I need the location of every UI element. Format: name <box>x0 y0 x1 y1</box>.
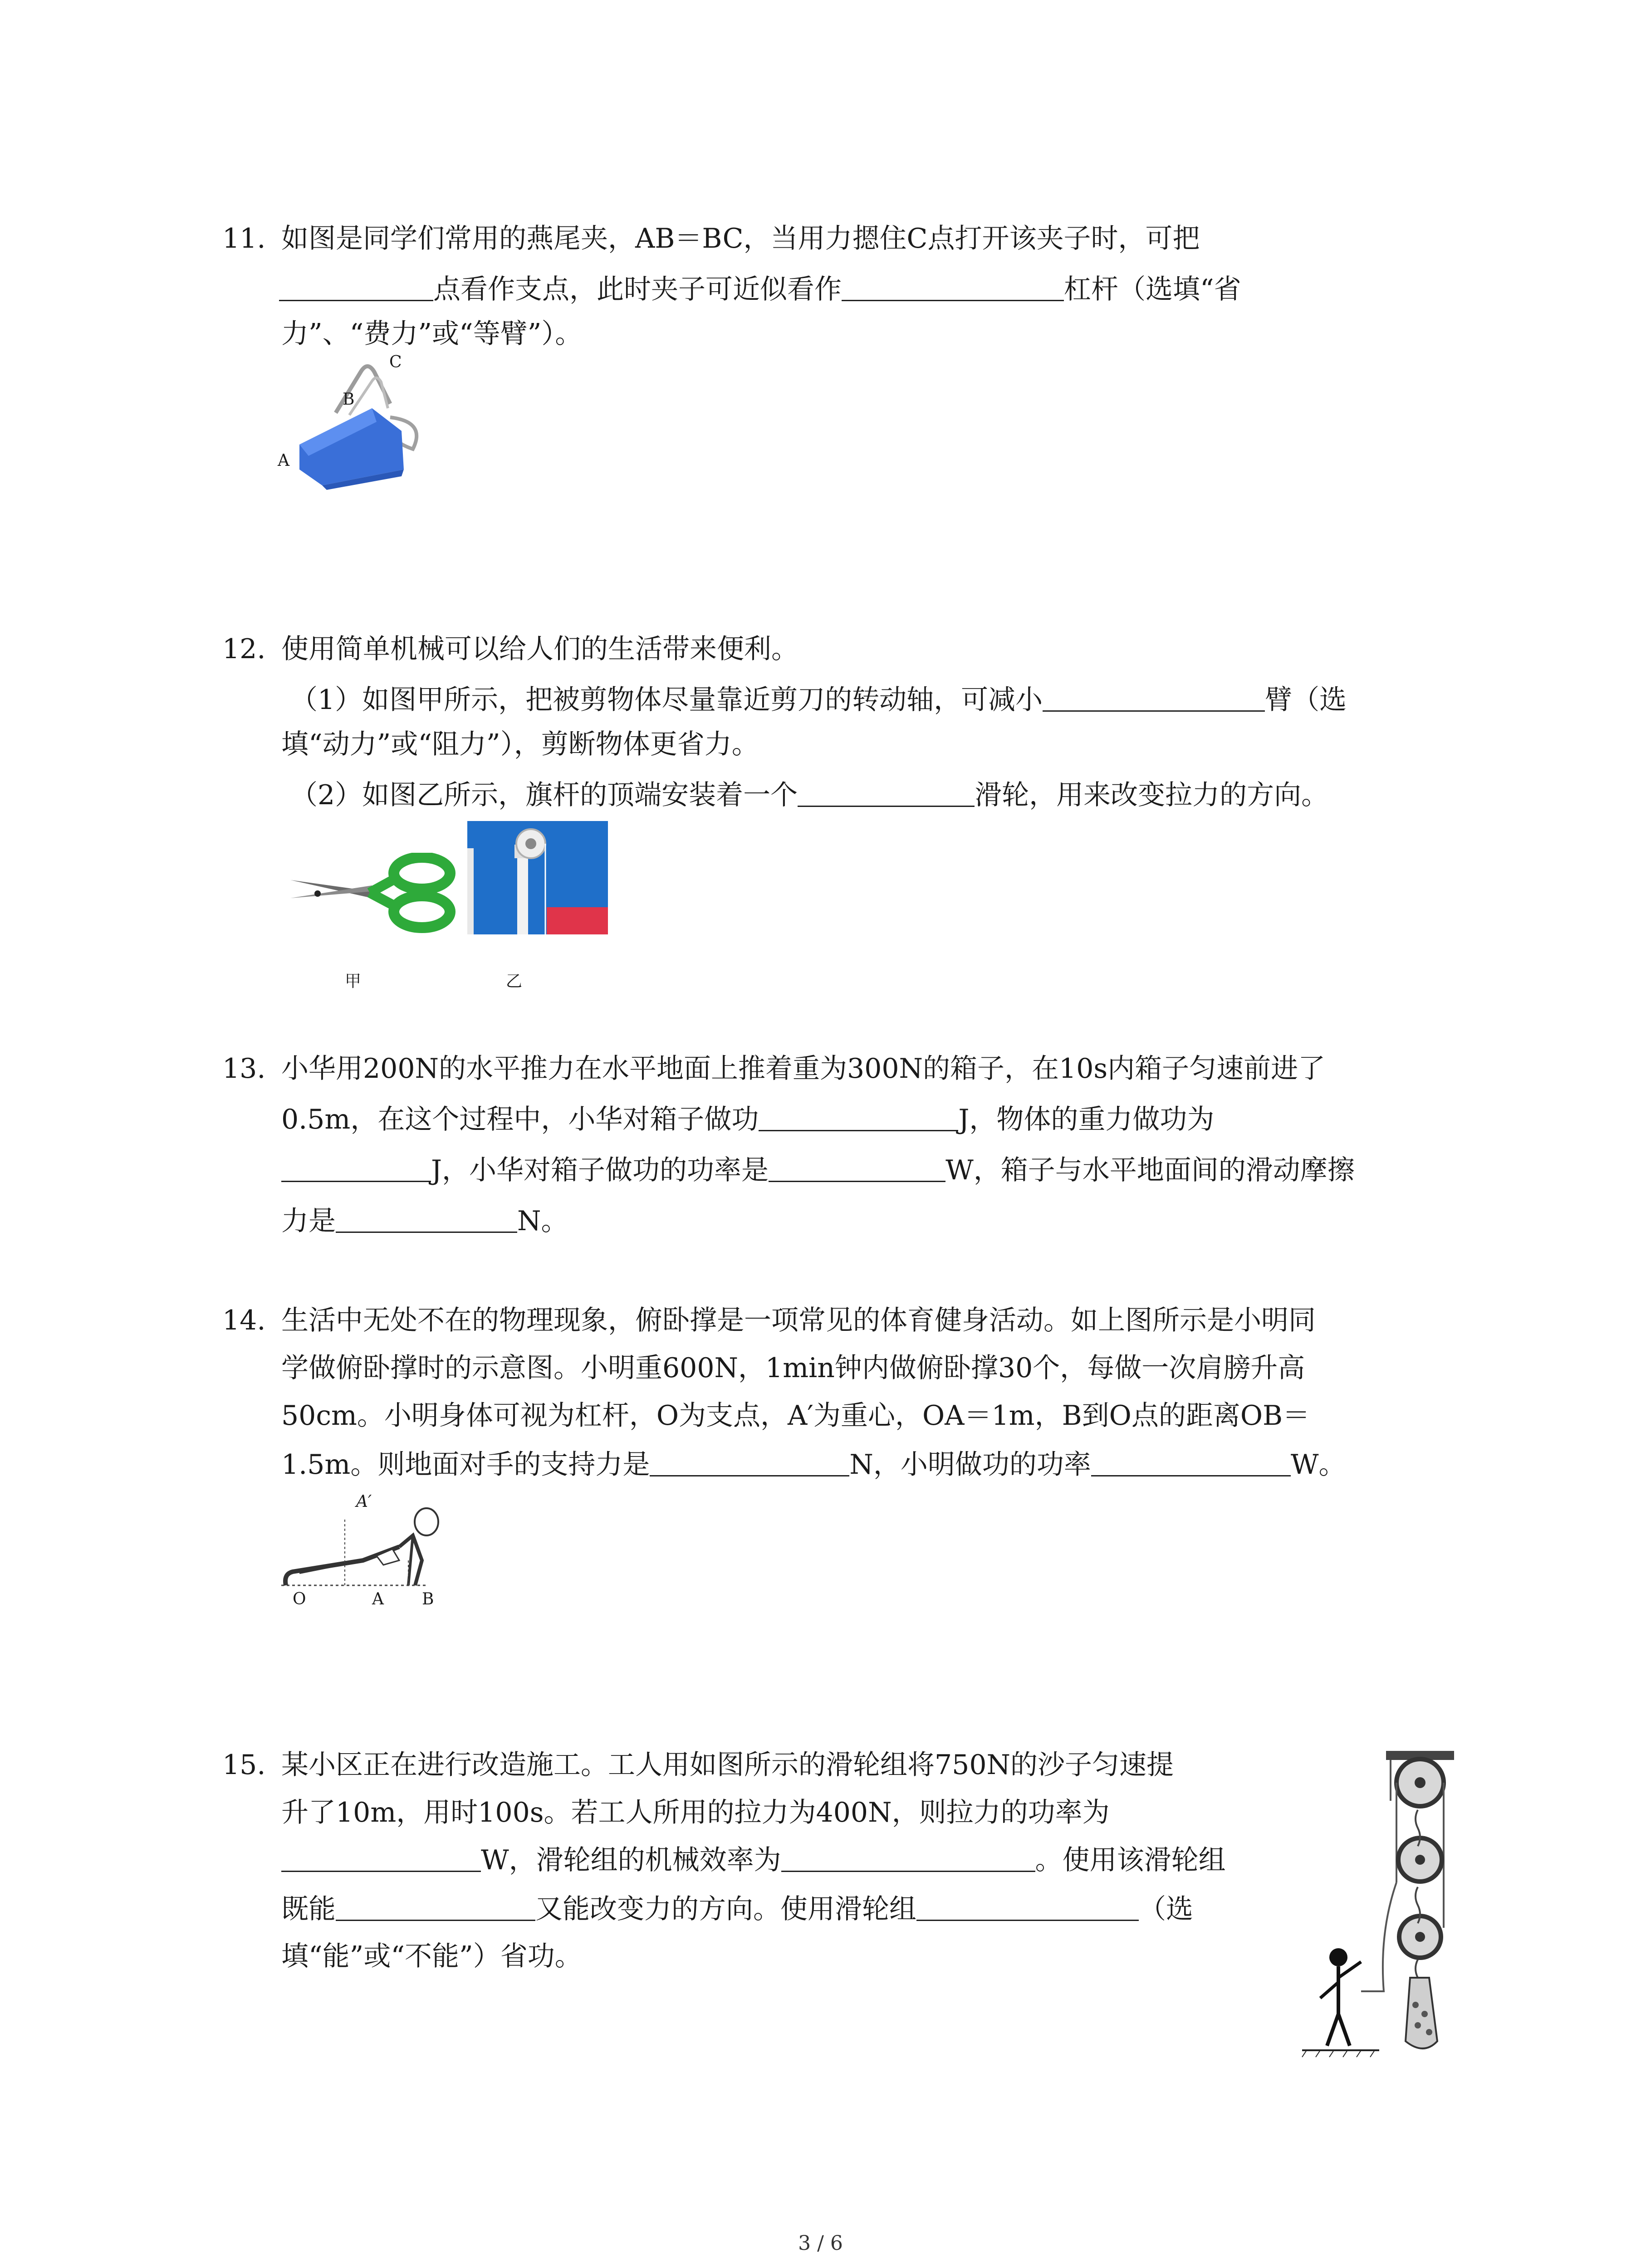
page-number: 3 / 6 <box>798 2232 843 2255</box>
question-text-line: 点看作支点，此时夹子可近似看作 <box>433 274 842 305</box>
answer-blank[interactable] <box>281 1149 431 1182</box>
pushup-figure <box>277 1492 467 1610</box>
answer-blank[interactable] <box>769 1149 945 1182</box>
answer-blank[interactable] <box>842 268 1064 301</box>
question-text-line: N，小明做功的功率 <box>849 1449 1091 1481</box>
answer-blank[interactable] <box>1091 1443 1291 1476</box>
question-text-line: 力”、“费力”或“等臂”）。 <box>281 318 583 350</box>
question-text-line: 填“能”或“不能”）省功。 <box>281 1941 582 1972</box>
answer-blank[interactable] <box>798 774 975 807</box>
label-o: O <box>293 1590 306 1608</box>
question-text-line: 50cm。小明身体可视为杠杆，O为支点，A′为重心，OA＝1m，B到O点的距离OB＝ <box>281 1400 1310 1432</box>
question-text-line: 使用简单机械可以给人们的生活带来便利。 <box>281 633 798 665</box>
question-text-line: 小华用200N的水平推力在水平地面上推着重为300N的箱子，在10s内箱子匀速前进了 <box>281 1053 1326 1085</box>
question-number: 11. <box>222 223 266 254</box>
figure-caption-yi: 乙 <box>506 972 523 991</box>
question-text-line: 某小区正在进行改造施工。工人用如图所示的滑轮组将750N的沙子匀速提 <box>281 1749 1174 1781</box>
question-text-line: （1）如图甲所示，把被剪物体尽量靠近剪刀的转动轴，可减小 <box>290 684 1043 716</box>
figure-caption-jia: 甲 <box>345 972 362 991</box>
question-text-line: 0.5m，在这个过程中，小华对箱子做功 <box>281 1104 759 1135</box>
answer-blank[interactable] <box>336 1888 535 1921</box>
question-text-line: （2）如图乙所示，旗杆的顶端安装着一个 <box>290 779 798 811</box>
answer-blank[interactable] <box>1043 679 1265 712</box>
question-text-line: 填“动力”或“阻力”），剪断物体更省力。 <box>281 728 759 760</box>
question-text-line: 学做俯卧撑时的示意图。小明重600N，1min钟内做俯卧撑30个，每做一次肩膀升高 <box>281 1352 1305 1384</box>
question-text-line: 滑轮，用来改变拉力的方向。 <box>975 779 1329 811</box>
question-number: 15. <box>222 1749 266 1781</box>
answer-blank[interactable] <box>281 1839 481 1872</box>
answer-blank[interactable] <box>759 1098 958 1131</box>
question-text-line: 生活中无处不在的物理现象，俯卧撑是一项常见的体育健身活动。如上图所示是小明同 <box>281 1305 1316 1336</box>
question-text-line: 杠杆（选填“省 <box>1064 274 1241 305</box>
question-text-line: 升了10m，用时100s。若工人所用的拉力为400N，则拉力的功率为 <box>281 1797 1110 1828</box>
question-text-line: J，小华对箱子做功的功率是 <box>431 1154 769 1186</box>
flagpole-pulley-figure <box>467 821 608 934</box>
label-c: C <box>389 353 402 371</box>
question-text-line: 臂（选 <box>1265 684 1347 716</box>
question-text-line: 。使用该滑轮组 <box>1035 1844 1226 1876</box>
question-text-line: 又能改变力的方向。使用滑轮组 <box>535 1893 916 1925</box>
answer-blank[interactable] <box>916 1888 1139 1921</box>
question-text-line: 力是 <box>281 1205 336 1237</box>
label-a: A <box>278 451 289 470</box>
question-text-line: （选 <box>1139 1893 1193 1925</box>
answer-blank[interactable] <box>650 1443 849 1476</box>
answer-blank[interactable] <box>336 1200 517 1233</box>
question-text-line: 如图是同学们常用的燕尾夹，AB＝BC，当用力摁住C点打开该夹子时，可把 <box>281 223 1200 254</box>
question-text-line: 1.5m。则地面对手的支持力是 <box>281 1449 650 1481</box>
answer-blank[interactable] <box>781 1839 1035 1872</box>
binder-clip-figure <box>278 353 436 490</box>
question-text-line: W，滑轮组的机械效率为 <box>481 1844 781 1876</box>
label-a-prime: A′ <box>356 1492 372 1511</box>
pulley-system-figure <box>1293 1751 1456 2059</box>
question-number: 13. <box>222 1053 266 1085</box>
question-text-line: N。 <box>517 1205 568 1237</box>
question-number: 14. <box>222 1305 266 1336</box>
label-b: B <box>343 390 355 409</box>
answer-blank[interactable] <box>279 268 433 301</box>
question-number: 12. <box>222 633 266 665</box>
scissors-figure <box>286 853 458 934</box>
label-a: A <box>372 1590 384 1608</box>
label-b: B <box>422 1590 434 1608</box>
question-text-line: W。 <box>1290 1449 1346 1481</box>
question-text-line: 既能 <box>281 1893 336 1925</box>
question-text-line: W，箱子与水平地面间的滑动摩擦 <box>945 1154 1355 1186</box>
question-text-line: J，物体的重力做功为 <box>958 1104 1215 1135</box>
